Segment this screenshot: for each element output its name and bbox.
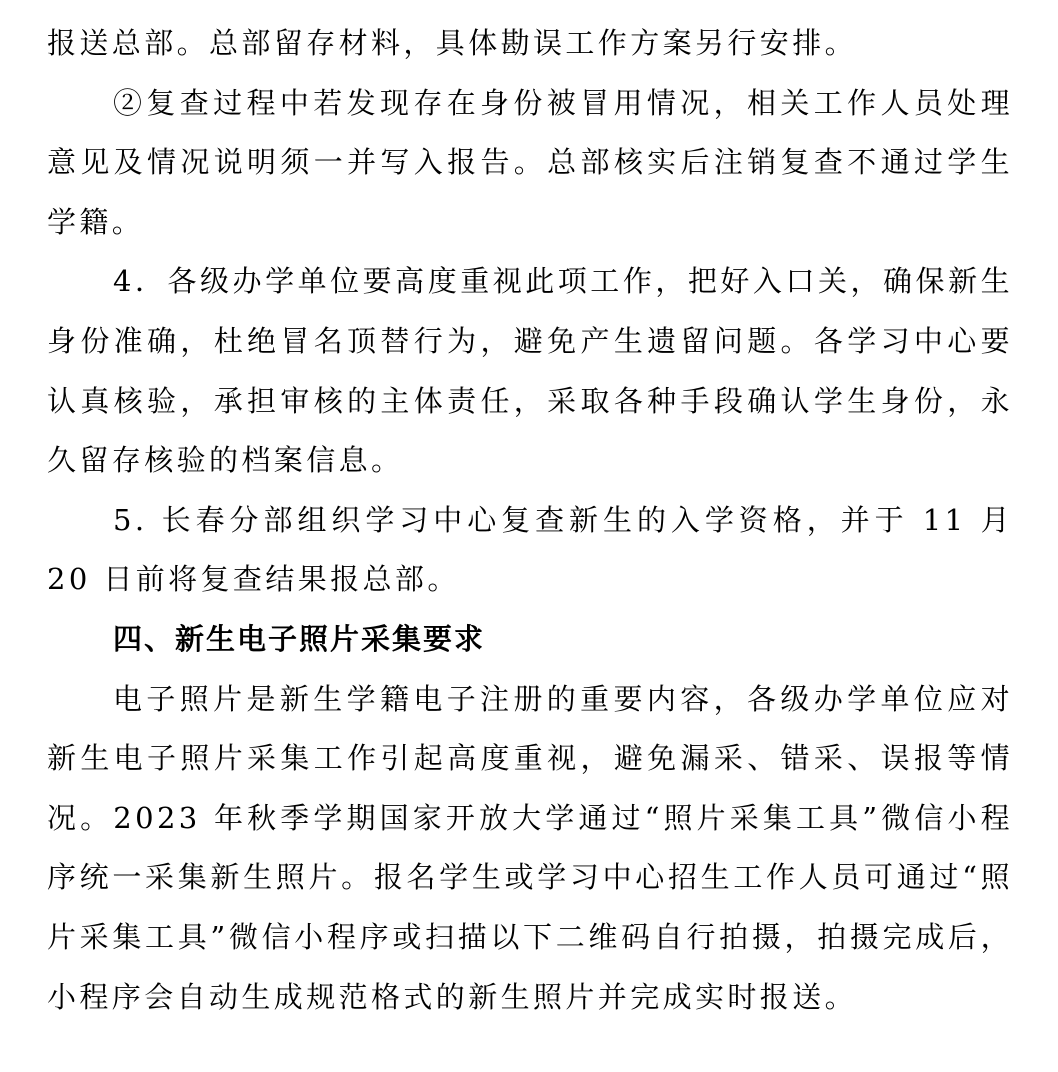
section-heading-photo-requirements: 四、新生电子照片采集要求: [113, 621, 486, 656]
paragraph-photo-collection: 电子照片是新生学籍电子注册的重要内容，各级办学单位应对新生电子照片采集工作引起高度重视，避免漏采、错采、误报等情况。2023 年秋季学期国家开放大学通过“照片采集工具”微信小程序统一采集新生照片。报名学生或学习中心招生工作人员可通过“照片采集工具”微信小程序或扫描以下二维码自行拍摄，拍摄完成后，小程序会自动生成规范格式的新生照片并完成实时报送。: [47, 681, 1013, 1014]
document-page: [47, 14, 1013, 1027]
paragraph-identity-fraud-handling: ②复查过程中若发现存在身份被冒用情况，相关工作人员处理意见及情况说明须一并写入报告。总部核实后注销复查不通过学生学籍。: [47, 85, 1013, 239]
paragraph-continuation: 报送总部。总部留存材料，具体勘误工作方案另行安排。: [47, 26, 858, 60]
paragraph-item-5: 5. 长春分部组织学习中心复查新生的入学资格，并于 11 月 20 日前将复查结果报总部。: [47, 502, 1013, 597]
paragraph-item-4: 4．各级办学单位要高度重视此项工作，把好入口关，确保新生身份准确，杜绝冒名顶替行为，避免产生遗留问题。各学习中心要认真核验，承担审核的主体责任，采取各种手段确认学生身份，永久留存核验的档案信息。: [47, 264, 1013, 478]
